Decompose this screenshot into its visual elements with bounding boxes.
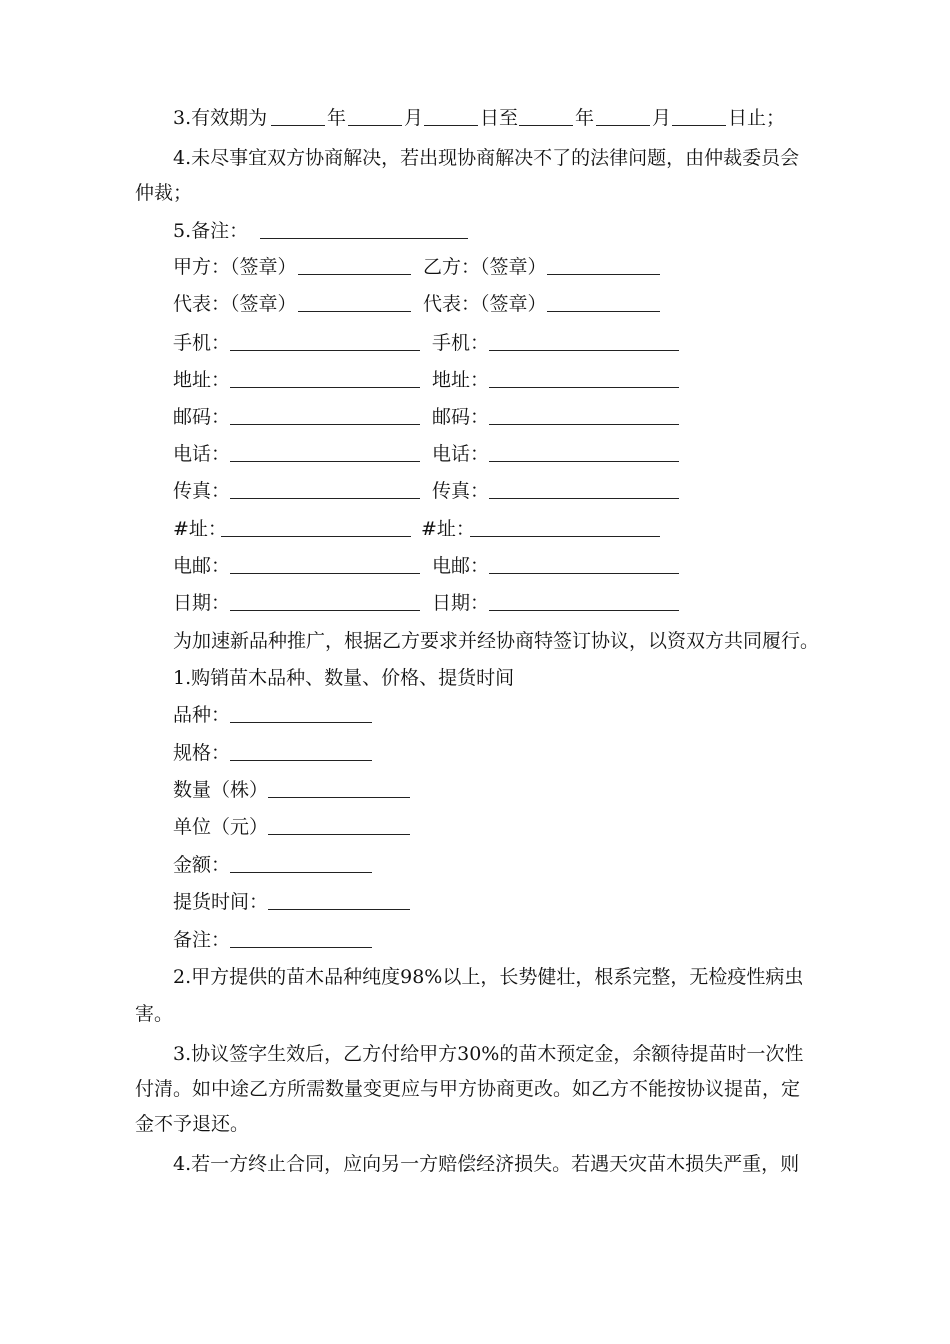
contact-label-left: 地址： (173, 369, 231, 391)
dispute-clause-text-1: 4.未尽事宜双方协商解决，若出现协商解决不了的法律问题，由仲裁委员会 (173, 147, 800, 169)
item-label: 单位（元） (173, 816, 269, 838)
contact-label-right: 邮码： (432, 406, 490, 428)
note-label: 5.备注： (173, 220, 249, 242)
validity-end-month-blank[interactable] (596, 107, 650, 126)
rep-a-blank[interactable] (298, 293, 411, 312)
postcode-b-blank[interactable] (489, 406, 679, 425)
phone-b-blank[interactable] (489, 332, 679, 351)
validity-day-label-2: 日止； (728, 107, 786, 129)
contact-label-left: 传真： (173, 480, 231, 502)
item-label: 金额： (173, 854, 231, 876)
item-label: 规格： (173, 742, 231, 764)
item-label: 数量（株） (173, 779, 269, 801)
remarks-blank[interactable] (230, 929, 372, 948)
validity-end-day-blank[interactable] (672, 107, 726, 126)
contact-label-right: #址： (421, 518, 475, 540)
note-blank[interactable] (260, 220, 468, 239)
date-b-blank[interactable] (489, 592, 679, 611)
item-label: 提货时间： (173, 891, 269, 913)
address-a-blank[interactable] (230, 369, 420, 388)
contact-label-right: 传真： (432, 480, 490, 502)
rep-b-label: 代表：（签章） (423, 293, 547, 315)
spec-blank[interactable] (230, 742, 372, 761)
contact-label-right: 日期： (432, 592, 490, 614)
contact-label-right: 电邮： (432, 555, 490, 577)
email-b-blank[interactable] (489, 555, 679, 574)
phone-a-blank[interactable] (230, 332, 420, 351)
contact-label-left: 邮码： (173, 406, 231, 428)
rep-a-label: 代表：（签章） (173, 293, 297, 315)
pickup-time-blank[interactable] (268, 891, 410, 910)
rep-b-blank[interactable] (547, 293, 660, 312)
contact-label-right: 地址： (432, 369, 490, 391)
contact-label-left: 日期： (173, 592, 231, 614)
clause2-text-2: 害。 (135, 1003, 174, 1025)
quantity-blank[interactable] (268, 779, 410, 798)
item-label: 备注： (173, 929, 231, 951)
clause2-text-1: 2.甲方提供的苗木品种纯度98%以上，长势健壮，根系完整，无检疫性病虫 (173, 966, 804, 988)
clause3-text-3: 金不予退还。 (135, 1113, 250, 1135)
party-a-blank[interactable] (298, 256, 411, 275)
validity-end-year-blank[interactable] (519, 107, 573, 126)
telephone-b-blank[interactable] (489, 443, 679, 462)
contact-label-right: 手机： (432, 332, 490, 354)
contact-label-left: 手机： (173, 332, 231, 354)
address-b-blank[interactable] (489, 369, 679, 388)
party-a-label: 甲方：（签章） (173, 256, 297, 278)
item-label: 品种： (173, 704, 231, 726)
email-a-blank[interactable] (230, 555, 420, 574)
date-a-blank[interactable] (230, 592, 420, 611)
section1-title-text: 1.购销苗木品种、数量、价格、提货时间 (173, 667, 515, 689)
validity-year-label-1: 年 (327, 107, 347, 129)
postcode-a-blank[interactable] (230, 406, 420, 425)
contact-label-left: 电邮： (173, 555, 231, 577)
validity-month-label-1: 月 (404, 107, 424, 129)
dispute-clause-text-2: 仲裁； (135, 182, 193, 204)
fax-a-blank[interactable] (230, 480, 420, 499)
clause3-text-2: 付清。如中途乙方所需数量变更应与甲方协商更改。如乙方不能按协议提苗，定 (135, 1078, 801, 1100)
validity-month-label-2: 月 (652, 107, 672, 129)
unit-price-blank[interactable] (268, 816, 410, 835)
contact-label-left: 电话： (173, 443, 231, 465)
contact-label-right: 电话： (432, 443, 490, 465)
web-address-b-blank[interactable] (470, 518, 660, 537)
validity-day-label-1: 日至 (480, 107, 519, 129)
web-address-a-blank[interactable] (221, 518, 411, 537)
validity-start-month-blank[interactable] (348, 107, 402, 126)
validity-start-day-blank[interactable] (424, 107, 478, 126)
telephone-a-blank[interactable] (230, 443, 420, 462)
clause3-text-1: 3.协议签字生效后，乙方付给甲方30%的苗木预定金，余额待提苗时一次性 (173, 1043, 804, 1065)
validity-prefix: 3.有效期为 (173, 107, 268, 129)
party-b-blank[interactable] (547, 256, 660, 275)
validity-year-label-2: 年 (575, 107, 595, 129)
contact-label-left: #址： (173, 518, 227, 540)
variety-blank[interactable] (230, 704, 372, 723)
termination-clause-text-1: 4.若一方终止合同，应向另一方赔偿经济损失。若遇天灾苗木损失严重，则 (173, 1153, 800, 1175)
intro-text: 为加速新品种推广，根据乙方要求并经协商特签订协议，以资双方共同履行。 (173, 630, 820, 652)
amount-blank[interactable] (230, 854, 372, 873)
party-b-label: 乙方：（签章） (423, 256, 547, 278)
validity-start-year-blank[interactable] (271, 107, 325, 126)
fax-b-blank[interactable] (489, 480, 679, 499)
